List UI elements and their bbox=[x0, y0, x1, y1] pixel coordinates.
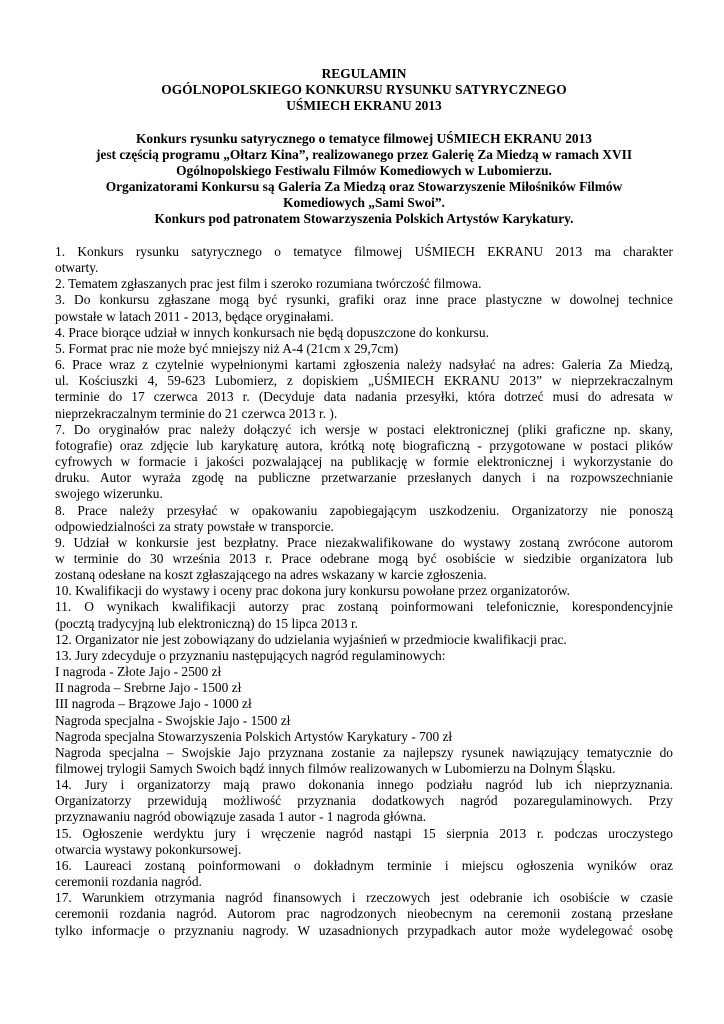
body-line: 2. Tematem zgłaszanych prac jest film i szeroko rozumiana twórczość filmowa. bbox=[55, 276, 482, 292]
title-line: REGULAMIN bbox=[321, 66, 407, 81]
body-line: 17. Warunkiem otrzymania nagród finansowych i rzeczowych jest odebranie ich osobiście w czasie bbox=[55, 890, 673, 906]
title-line: UŚMIECH EKRANU 2013 bbox=[286, 98, 442, 113]
body-line: terminie do 17 czerwca 2013 r. (Decyduje data nadania przesyłki, która dotrzeć musi do adresata w bbox=[55, 389, 673, 405]
body-line: cyfrowych w formacie i jakości pozwalającej na publikację w formie elektronicznej i wykorzystanie do bbox=[55, 454, 673, 470]
body-line: ceremonii rozdania nagród. bbox=[55, 874, 202, 890]
intro-line: Konkurs pod patronatem Stowarzyszenia Polskich Artystów Karykatury. bbox=[154, 211, 574, 226]
body-line: zostaną odesłane na koszt zgłaszającego na adres wskazany w karcie zgłoszenia. bbox=[55, 567, 487, 583]
body-line: odpowiedzialności za straty powstałe w transporcie. bbox=[55, 518, 334, 534]
body-line: 1. Konkurs rysunku satyrycznego o tematyce filmowej UŚMIECH EKRANU 2013 ma charakter bbox=[55, 244, 673, 259]
body-line: 4. Prace biorące udział w innych konkursach nie będą dopuszczone do konkursu. bbox=[55, 324, 489, 340]
body-line: 3. Do konkursu zgłaszane mogą być rysunki, grafiki oraz inne prace plastyczne w dowolnej technice bbox=[55, 292, 673, 308]
body-line: 8. Prace należy przesyłać w opakowaniu zapobiegającym uszkodzeniu. Organizatorzy nie ponoszą bbox=[55, 502, 673, 518]
body-line: Nagroda specjalna Stowarzyszenia Polskich Artystów Karykatury - 700 zł bbox=[55, 728, 453, 744]
body-line: otwarty. bbox=[55, 260, 99, 276]
body-line: swojego wizerunku. bbox=[55, 486, 163, 502]
body-line: w terminie do 30 września 2013 r. Prace odebrane mogą być osobiście w siedzibie organizatora lub bbox=[55, 550, 673, 566]
body-line: 11. O wynikach kwalifikacji autorzy prac zostaną poinformowani telefonicznie, korespondencyjnie bbox=[55, 599, 673, 615]
body-line: przyznawaniu nagród obowiązuje zasada 1 autor - 1 nagroda główna. bbox=[55, 809, 427, 825]
body-line: Organizatorzy przewidują możliwość przyznania dodatkowych nagród pozaregulaminowych. Przy bbox=[55, 793, 673, 809]
body-line: Nagroda specjalna - Swojskie Jajo - 1500 zł bbox=[55, 712, 291, 728]
body-line: II nagroda – Srebrne Jajo - 1500 zł bbox=[55, 680, 242, 696]
body-line: (pocztą tradycyjną lub elektroniczną) do 15 lipca 2013 r. bbox=[55, 615, 359, 631]
body-line: powstałe w latach 2011 - 2013, będące oryginałami. bbox=[55, 308, 334, 324]
intro-line: jest częścią programu „Ołtarz Kina”, realizowanego przez Galerię Za Miedzą w ramach XVII bbox=[95, 147, 633, 162]
intro-line: Ogólnopolskiego Festiwalu Filmów Komediowych w Lubomierzu. bbox=[176, 163, 552, 178]
body-line: 15. Ogłoszenie werdyktu jury i wręczenie nagród nastąpi 15 sierpnia 2013 r. podczas uroczystego bbox=[55, 825, 673, 841]
body-line: nieprzekraczalnym terminie do 21 czerwca 2013 r. ). bbox=[55, 405, 338, 421]
intro-line: Konkurs rysunku satyrycznego o tematyce filmowej UŚMIECH EKRANU 2013 bbox=[135, 131, 592, 146]
body-line: otwarcia wystawy pokonkursowej. bbox=[55, 841, 242, 857]
body-line: 5. Format prac nie może być mniejszy niż A-4 (21cm x 29,7cm) bbox=[55, 340, 399, 356]
body-line: tylko informacje o przyznaniu nagrody. W uzasadnionych przypadkach autor może wydelegować osobę bbox=[55, 922, 673, 938]
body-line: 9. Udział w konkursie jest bezpłatny. Prace niezakwalifikowane do wystawy zostaną zwrócone autorom bbox=[55, 534, 673, 550]
body-line: 10. Kwalifikacji do wystawy i oceny prac dokona jury konkursu powołane przez organizatorów. bbox=[55, 583, 571, 599]
body-line: 14. Jury i organizatorzy mają prawo dokonania innego podziału nagród lub ich nieprzyznania. bbox=[55, 777, 673, 793]
body-line: filmowej trylogii Samych Swoich bądź innych filmów realizowanych w Lubomierzu na Dolnym Śląsku. bbox=[55, 761, 616, 776]
body-line: I nagroda - Złote Jajo - 2500 zł bbox=[55, 664, 222, 680]
body-line: 6. Prace wraz z czytelnie wypełnionymi kartami zgłoszenia należy nadsyłać na adres: Galeria Za Miedzą, bbox=[55, 357, 673, 373]
intro-paragraph bbox=[55, 131, 673, 227]
title-line: OGÓLNOPOLSKIEGO KONKURSU RYSUNKU SATYRYCZNEGO bbox=[161, 82, 567, 97]
body-line: ceremonii rozdania nagród. Autorom prac nagrodzonych nieobecnym na ceremonii zostaną przesłane bbox=[55, 906, 673, 922]
intro-line: Komediowych „Sami Swoi”. bbox=[283, 195, 445, 210]
body-line: 7. Do oryginałów prac należy dołączyć ich wersje w postaci elektronicznej (pliki graficzne np. skany, bbox=[55, 421, 673, 437]
intro-line: Organizatorami Konkursu są Galeria Za Miedzą oraz Stowarzyszenie Miłośników Filmów bbox=[105, 179, 623, 194]
document-title bbox=[55, 66, 673, 114]
regulations-body bbox=[55, 244, 673, 939]
body-line: 12. Organizator nie jest zobowiązany do udzielania wyjaśnień w przedmiocie kwalifikacji prac. bbox=[55, 631, 567, 647]
body-line: druku. Autor wyraża zgodę na publiczne przetwarzanie przesłanych danych i na rozpowszechnianie bbox=[55, 470, 673, 486]
body-line: III nagroda – Brązowe Jajo - 1000 zł bbox=[55, 696, 252, 712]
body-line: 16. Laureaci zostaną poinformowani o dokładnym terminie i miejscu ogłoszenia wyników oraz bbox=[55, 857, 673, 873]
body-line: Nagroda specjalna – Swojskie Jajo przyznana zostanie za najlepszy rysunek nawiązujący tematycznie do bbox=[55, 744, 673, 760]
body-line: 13. Jury zdecyduje o przyznaniu następujących nagród regulaminowych: bbox=[55, 647, 446, 663]
body-line: ul. Kościuszki 4, 59-623 Lubomierz, z dopiskiem „UŚMIECH EKRANU 2013” w nieprzekraczalnym bbox=[55, 373, 673, 389]
body-line: fotografie) oraz zdjęcie lub karykaturę autora, krótką notę biograficzną - przygotowane w postaci plików bbox=[55, 437, 673, 453]
